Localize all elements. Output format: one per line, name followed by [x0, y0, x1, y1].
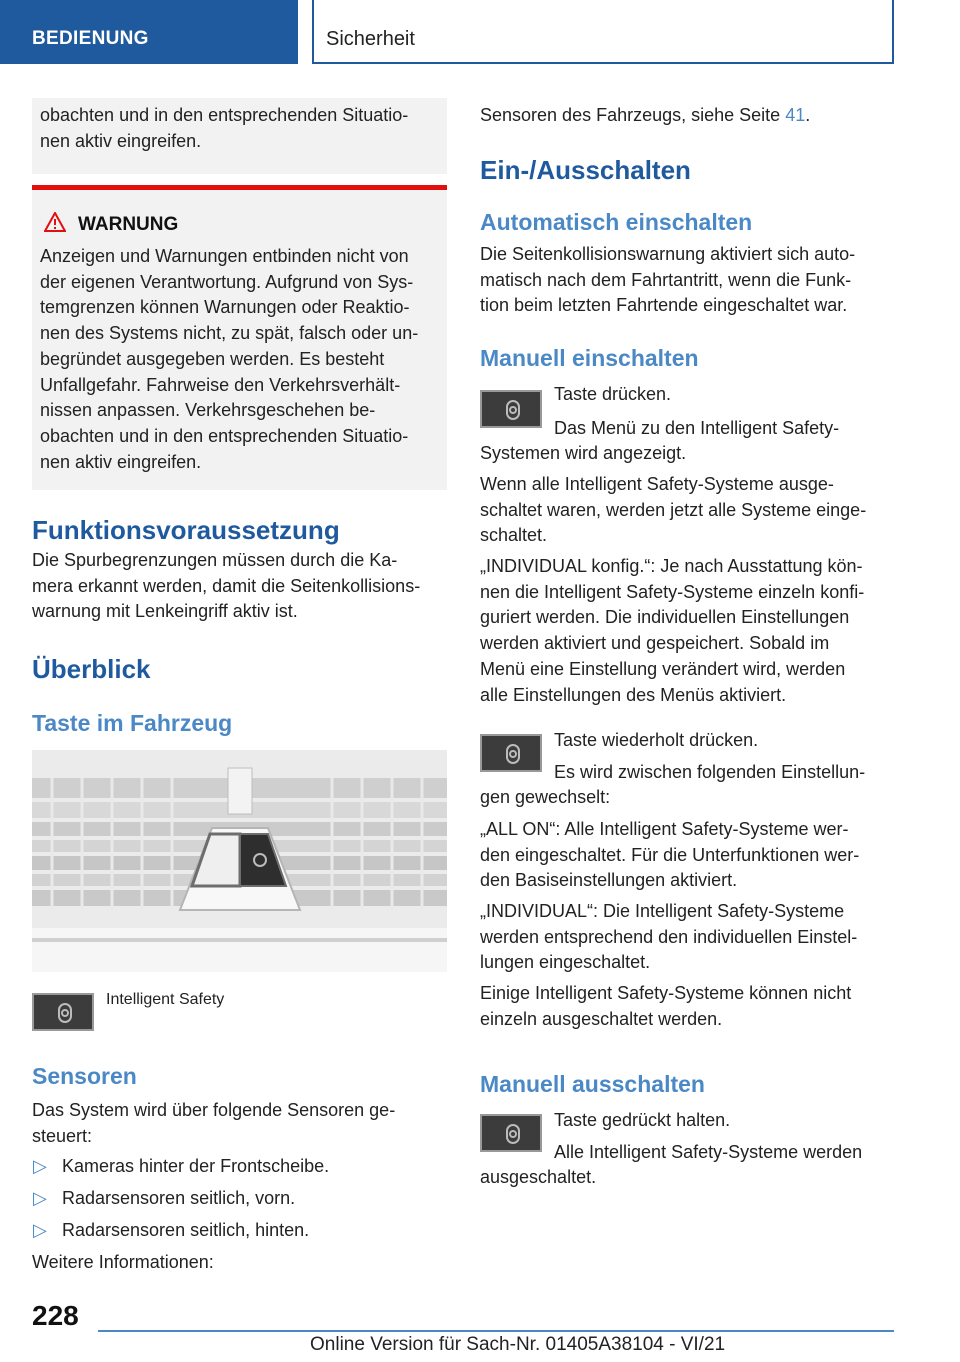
heading-sensoren: Sensoren [32, 1063, 137, 1089]
heading-manuell-ausschalten: Manuell ausschalten [480, 1071, 705, 1097]
ein-paragraph-2: „INDIVIDUAL konfig.“: Je nach Ausstattung kön- nen die Intelligent Safety-Systeme einzeln konfi- guriert werden. Die individuellen Einstellungen werden aktiviert und gespeichert. Sobald im Menü eine Einstellung verändert wird, werden alle Einstellungen des Menüs aktiviert. [480, 556, 865, 705]
page-link[interactable]: 41 [785, 105, 806, 125]
heading-manuell-einschalten: Manuell einschalten [480, 345, 699, 371]
heading-ein-ausschalten: Ein-/Ausschalten [480, 155, 691, 185]
bullet-icon: ▷ [33, 1220, 47, 1240]
section-tab [0, 0, 298, 64]
vehicle-button-photo [32, 750, 447, 972]
list-item: Radarsensoren seitlich, vorn. [62, 1188, 296, 1208]
step-text: ausgeschaltet. [480, 1167, 597, 1187]
list-item: Kameras hinter der Frontscheibe. [62, 1156, 330, 1176]
continued-warning-text: obachten und in den entsprechenden Situatio- nen aktiv eingreifen. [40, 105, 409, 151]
bullet-icon: ▷ [33, 1156, 47, 1176]
chapter-tab [312, 0, 894, 64]
warning-text: Anzeigen und Warnungen entbinden nicht von der eigenen Verantwortung. Aufgrund von Sys- temgrenzen können Warnungen oder Reaktio- nen des Systems nicht, zu spät, falsch oder un- begründet ausgegeben werden. Es besteht Unfallgefahr. Fahrweise den Verkehrsverhält- nissen anpassen. Verkehrsgeschehen be- obachten und in den entsprechenden Situatio- nen aktiv eingreifen. [40, 246, 419, 472]
footer-text: Online Version für Sach-Nr. 01405A38104 - VI/21 [310, 1334, 726, 1355]
step-text: Systemen wird angezeigt. [480, 443, 687, 463]
allon-paragraph: „ALL ON“: Alle Intelligent Safety-Systeme wer- den eingeschaltet. Für die Unterfunktionen wer- den Basiseinstellungen aktiviert. [480, 819, 860, 891]
auto-paragraph: Die Seitenkollisionswarnung aktiviert sich auto- matisch nach dem Fahrtantritt, wenn die Funk- tion beim letzten Fahrtende eingeschaltet war. [480, 244, 856, 316]
section-title: BEDIENUNG [32, 28, 149, 49]
page-number: 228 [32, 1300, 79, 1331]
individual-paragraph: „INDIVIDUAL“: Die Intelligent Safety-Systeme werden entsprechend den individuellen Einstel- lungen eingeschaltet. [480, 901, 858, 973]
footer-divider [98, 1330, 894, 1332]
step-text: Taste gedrückt halten. [554, 1110, 731, 1130]
step-text: Alle Intelligent Safety-Systeme werden [554, 1142, 863, 1162]
heading-taste-im-fahrzeug: Taste im Fahrzeug [32, 710, 233, 736]
step-text: Taste drücken. [554, 384, 672, 404]
intelligent-safety-button-icon [480, 734, 542, 772]
sensoren-paragraph: Das System wird über folgende Sensoren ge- steuert: [32, 1100, 396, 1146]
intelligent-safety-button-icon [32, 993, 94, 1031]
step-text: Taste wiederholt drücken. [554, 730, 759, 750]
list-item: Radarsensoren seitlich, hinten. [62, 1220, 310, 1240]
ein-paragraph-1: Wenn alle Intelligent Safety-Systeme ausge- schaltet waren, werden jetzt alle Systeme einge- schaltet. [480, 474, 867, 546]
step-text: Das Menü zu den Intelligent Safety- [554, 418, 840, 438]
step-text: Es wird zwischen folgenden Einstellun- [554, 762, 866, 782]
heading-ueberblick: Überblick [32, 654, 151, 684]
warning-triangle-icon [44, 212, 66, 237]
button-caption: Intelligent Safety [106, 991, 225, 1008]
step-text: gen gewechselt: [480, 787, 611, 807]
intelligent-safety-button-icon [480, 390, 542, 428]
funktion-paragraph: Die Spurbegrenzungen müssen durch die Ka- mera erkannt werden, damit die Seitenkollisions- warnung mit Lenkeingriff aktiv ist. [32, 550, 421, 622]
einige-paragraph: Einige Intelligent Safety-Systeme können nicht einzeln ausgeschaltet werden. [480, 983, 852, 1029]
heading-automatisch-einschalten: Automatisch einschalten [480, 209, 753, 235]
bullet-icon: ▷ [33, 1188, 47, 1208]
warning-title: WARNUNG [78, 214, 179, 235]
intelligent-safety-button-icon [480, 1114, 542, 1152]
sensor-reference: Sensoren des Fahrzeugs, siehe Seite 41. [480, 105, 811, 125]
chapter-title: Sicherheit [326, 28, 415, 50]
more-info-text: Weitere Informationen: [32, 1252, 214, 1272]
heading-funktionsvoraussetzung: Funktionsvoraussetzung [32, 515, 340, 545]
